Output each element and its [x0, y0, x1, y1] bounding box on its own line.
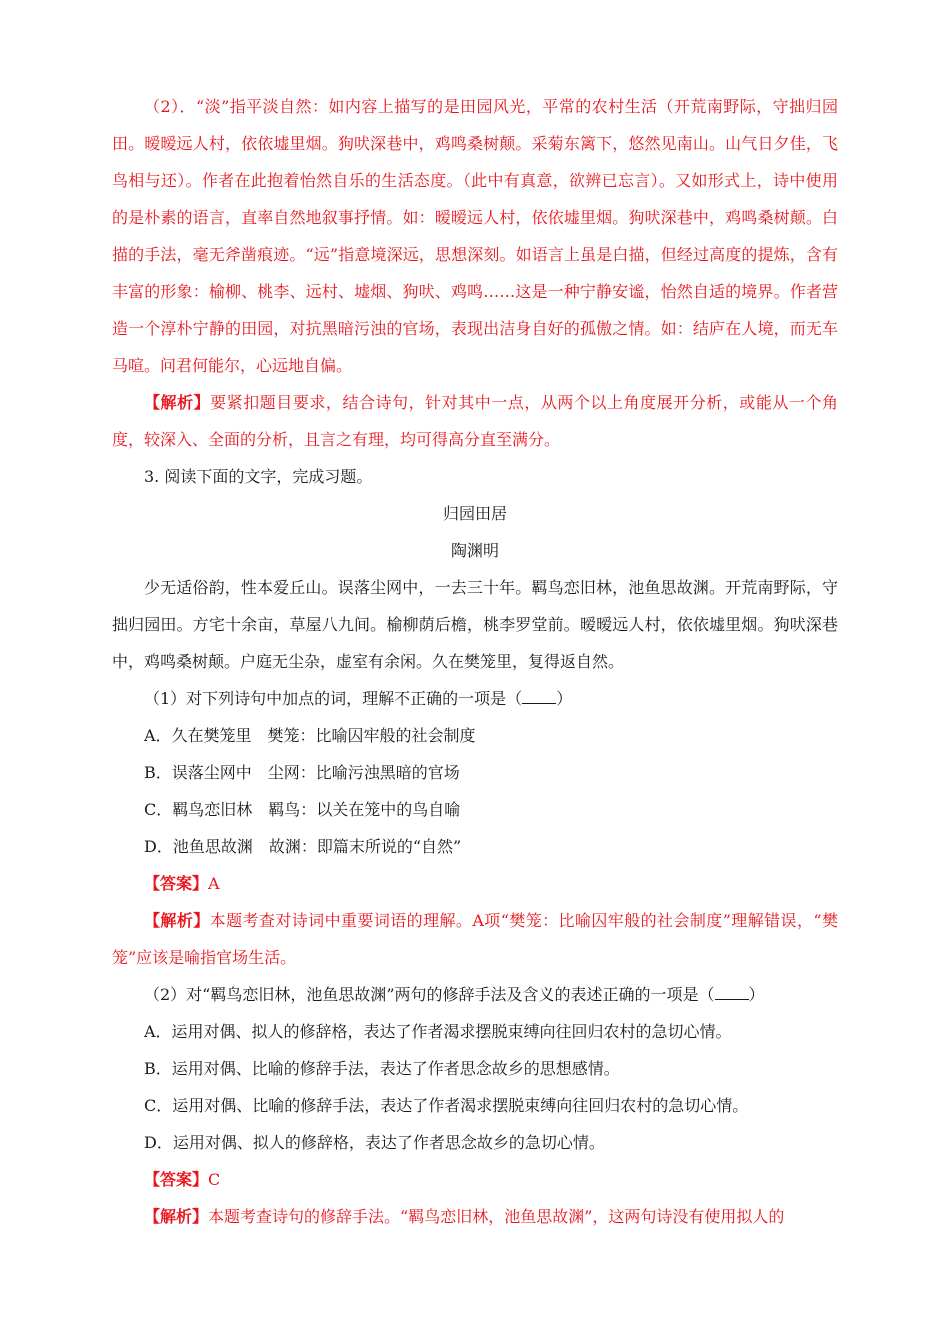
- question-2-option-b: B．运用对偶、比喻的修辞手法，表达了作者思念故乡的思想感情。: [144, 1059, 620, 1078]
- analysis-label: 【解析】: [144, 911, 210, 930]
- answer-value: A: [208, 874, 220, 893]
- analysis-label: 【解析】: [144, 1207, 209, 1226]
- analysis-label: 【解析】: [144, 393, 211, 412]
- question-2-answer: [112, 1161, 838, 1198]
- answer-blank: [522, 689, 556, 704]
- question-3-intro: 3. 阅读下面的文字，完成习题。: [144, 467, 373, 486]
- answer-label: 【答案】: [144, 1170, 209, 1189]
- question-2-stem-end: ）: [748, 985, 765, 1004]
- question-1-stem-text: （1）对下列诗句中加点的词，理解不正确的一项是（: [144, 689, 523, 708]
- analysis-text: 本题考查诗句的修辞手法。“羁鸟恋旧林，池鱼思故渊”，这两句诗没有使用拟人的: [208, 1207, 785, 1226]
- question-2-analysis: [112, 1198, 838, 1235]
- analysis-text: 要紧扣题目要求，结合诗句，针对其中一点，从两个以上角度展开分析，或能从一个角度，较深入、全面的分析，且言之有理，均可得高分直至满分。: [112, 393, 838, 449]
- answer-blank: [715, 985, 749, 1000]
- question-2-stem-text: （2）对“羁鸟恋旧林，池鱼思故渊”两句的修辞手法及含义的表述正确的一项是（: [144, 985, 715, 1004]
- answer-paragraph-2: （2）．“淡”指平淡自然：如内容上描写的是田园风光，平常的农村生活（开荒南野际，守拙归园田。暧暧远人村，依依墟里烟。狗吠深巷中，鸡鸣桑树颠。采菊东篱下，悠然见南山。山气日夕佳，飞鸟相与还）。作者在此抱着怡然自乐的生活态度。（此中有真意，欲辨已忘言）。又如形式上，诗中使用的是朴素的语言，直率自然地叙事抒情。如：暧暧远人村，依依墟里烟。狗吠深巷中，鸡鸣桑树颠。白描的手法，毫无斧凿痕迹。“远”指意境深远，思想深刻。如语言上虽是白描，但经过高度的提炼，含有丰富的形象：榆柳、桃李、远村、墟烟、狗吠、鸡鸣……这是一种宁静安谧，怡然自适的境界。作者营造一个淳朴宁静的田园，对抗黑暗污浊的官场，表现出洁身自好的孤傲之情。如：结庐在人境，而无车马喧。问君何能尔，心远地自偏。: [112, 97, 838, 375]
- answer-label: 【答案】: [144, 874, 209, 893]
- answer-value: C: [208, 1170, 221, 1189]
- question-1-answer: [112, 865, 838, 902]
- poem-text: 少无适俗韵，性本爱丘山。误落尘网中，一去三十年。羁鸟恋旧林，池鱼思故渊。开荒南野际，守拙归园田。方宅十余亩，草屋八九间。榆柳荫后檐，桃李罗堂前。暧暧远人村，依依墟里烟。狗吠深巷中，鸡鸣桑树颠。户庭无尘杂，虚室有余闲。久在樊笼里，复得返自然。: [112, 578, 838, 671]
- analysis-text: 本题考查对诗词中重要词语的理解。A项“樊笼：比喻囚牢般的社会制度”理解错误，“樊笼”应该是喻指官场生活。: [112, 911, 838, 967]
- question-1-stem: [112, 680, 838, 717]
- question-2-stem: [112, 976, 838, 1013]
- question-1-option-a: A．久在樊笼里 樊笼：比喻囚牢般的社会制度: [144, 726, 476, 745]
- poem-author: 陶渊明: [450, 541, 499, 560]
- question-1-option-c: C．羁鸟恋旧林 羁鸟：以关在笼中的鸟自喻: [144, 800, 461, 819]
- question-2-option-c: C．运用对偶、比喻的修辞手法，表达了作者渴求摆脱束缚向往回归农村的急切心情。: [144, 1096, 749, 1115]
- question-1-analysis: [112, 902, 838, 976]
- question-2-option-a: A．运用对偶、拟人的修辞格，表达了作者渴求摆脱束缚向往回归农村的急切心情。: [144, 1022, 732, 1041]
- analysis-paragraph-2: [112, 384, 838, 458]
- question-1-option-b: B．误落尘网中 尘网：比喻污浊黑暗的官场: [144, 763, 460, 782]
- poem-title: 归园田居: [442, 504, 507, 523]
- question-2-option-d: D．运用对偶、拟人的修辞格，表达了作者思念故乡的急切心情。: [144, 1133, 605, 1152]
- question-1-stem-end: ）: [556, 689, 573, 708]
- question-1-option-d: D．池鱼思故渊 故渊：即篇末所说的“自然”: [144, 837, 462, 856]
- document-page: [112, 88, 838, 1235]
